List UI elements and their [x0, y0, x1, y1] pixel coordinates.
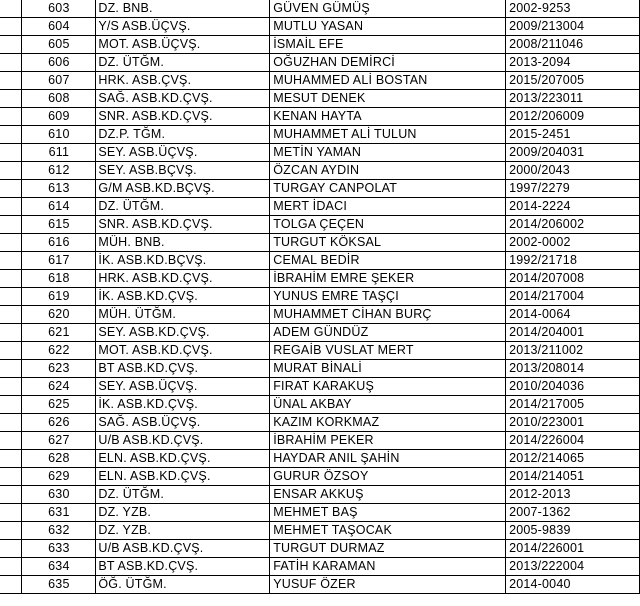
- name-cell: TURGAY CANPOLAT: [270, 180, 506, 198]
- row-margin-cell: [0, 108, 22, 126]
- table-row: [0, 126, 640, 144]
- row-number: 632: [22, 522, 96, 540]
- row-margin-cell: [0, 252, 22, 270]
- name-cell: TURGUT DURMAZ: [270, 540, 506, 558]
- row-margin-cell: [0, 90, 22, 108]
- name-cell: TOLGA ÇEÇEN: [270, 216, 506, 234]
- row-number: 628: [22, 450, 96, 468]
- registry-number-cell: 2009/213004: [506, 18, 640, 36]
- row-margin-cell: [0, 270, 22, 288]
- table-row: [0, 396, 640, 414]
- row-number: 604: [22, 18, 96, 36]
- registry-number-cell: 2012-2013: [506, 486, 640, 504]
- rank-cell: SAĞ. ASB.KD.ÇVŞ.: [96, 90, 270, 108]
- row-margin-cell: [0, 162, 22, 180]
- row-number: 607: [22, 72, 96, 90]
- table-row: [0, 72, 640, 90]
- table-row: [0, 414, 640, 432]
- name-cell: CEMAL BEDİR: [270, 252, 506, 270]
- row-number: 635: [22, 576, 96, 594]
- rank-cell: MOT. ASB.KD.ÇVŞ.: [96, 342, 270, 360]
- row-number: 605: [22, 36, 96, 54]
- row-number: 624: [22, 378, 96, 396]
- registry-number-cell: 2014-2224: [506, 198, 640, 216]
- table-row: [0, 360, 640, 378]
- row-number: 610: [22, 126, 96, 144]
- registry-number-cell: 2014/204001: [506, 324, 640, 342]
- row-number: 612: [22, 162, 96, 180]
- row-margin-cell: [0, 414, 22, 432]
- name-cell: ADEM GÜNDÜZ: [270, 324, 506, 342]
- registry-number-cell: 2012/214065: [506, 450, 640, 468]
- name-cell: MERT İDACI: [270, 198, 506, 216]
- registry-number-cell: 2000/2043: [506, 162, 640, 180]
- row-margin-cell: [0, 324, 22, 342]
- row-margin-cell: [0, 18, 22, 36]
- rank-cell: HRK. ASB.ÇVŞ.: [96, 72, 270, 90]
- registry-number-cell: 1997/2279: [506, 180, 640, 198]
- row-number: 620: [22, 306, 96, 324]
- rank-cell: SEY. ASB.BÇVŞ.: [96, 162, 270, 180]
- row-number: 615: [22, 216, 96, 234]
- registry-number-cell: 2015-2451: [506, 126, 640, 144]
- name-cell: İSMAİL EFE: [270, 36, 506, 54]
- name-cell: GURUR ÖZSOY: [270, 468, 506, 486]
- row-number: 634: [22, 558, 96, 576]
- rank-cell: İK. ASB.KD.ÇVŞ.: [96, 288, 270, 306]
- table-row: [0, 342, 640, 360]
- registry-number-cell: 2013/223011: [506, 90, 640, 108]
- rank-cell: DZ. BNB.: [96, 0, 270, 18]
- rank-cell: DZ.P. TĞM.: [96, 126, 270, 144]
- row-margin-cell: [0, 360, 22, 378]
- name-cell: KAZIM KORKMAZ: [270, 414, 506, 432]
- row-margin-cell: [0, 450, 22, 468]
- row-margin-cell: [0, 54, 22, 72]
- row-margin-cell: [0, 432, 22, 450]
- name-cell: HAYDAR ANIL ŞAHİN: [270, 450, 506, 468]
- table-row: [0, 216, 640, 234]
- table-row: [0, 54, 640, 72]
- name-cell: MEHMET TAŞOCAK: [270, 522, 506, 540]
- table-row: [0, 468, 640, 486]
- rank-cell: SAĞ. ASB.ÜÇVŞ.: [96, 414, 270, 432]
- registry-number-cell: 2013/208014: [506, 360, 640, 378]
- rank-cell: DZ. YZB.: [96, 522, 270, 540]
- row-margin-cell: [0, 378, 22, 396]
- row-number: 606: [22, 54, 96, 72]
- row-margin-cell: [0, 306, 22, 324]
- rank-cell: SNR. ASB.KD.ÇVŞ.: [96, 216, 270, 234]
- table-row: [0, 540, 640, 558]
- registry-number-cell: 2014/217005: [506, 396, 640, 414]
- name-cell: İBRAHİM EMRE ŞEKER: [270, 270, 506, 288]
- rank-cell: SEY. ASB.ÜÇVŞ.: [96, 378, 270, 396]
- row-number: 618: [22, 270, 96, 288]
- row-margin-cell: [0, 0, 22, 18]
- name-cell: REGAİB VUSLAT MERT: [270, 342, 506, 360]
- name-cell: MESUT DENEK: [270, 90, 506, 108]
- row-margin-cell: [0, 396, 22, 414]
- name-cell: MUTLU YASAN: [270, 18, 506, 36]
- registry-number-cell: 2014/214051: [506, 468, 640, 486]
- table-row: [0, 108, 640, 126]
- name-cell: ÖZCAN AYDIN: [270, 162, 506, 180]
- table-row: [0, 432, 640, 450]
- name-cell: YUNUS EMRE TAŞÇI: [270, 288, 506, 306]
- table-row: [0, 522, 640, 540]
- table-row: [0, 558, 640, 576]
- row-margin-cell: [0, 216, 22, 234]
- rank-cell: ELN. ASB.KD.ÇVŞ.: [96, 450, 270, 468]
- registry-number-cell: 2010/204036: [506, 378, 640, 396]
- registry-number-cell: 2012/206009: [506, 108, 640, 126]
- table-row: [0, 36, 640, 54]
- rank-cell: İK. ASB.KD.ÇVŞ.: [96, 396, 270, 414]
- registry-number-cell: 2002-0002: [506, 234, 640, 252]
- row-margin-cell: [0, 180, 22, 198]
- registry-number-cell: 2008/211046: [506, 36, 640, 54]
- table-row: [0, 198, 640, 216]
- rank-cell: SNR. ASB.KD.ÇVŞ.: [96, 108, 270, 126]
- row-margin-cell: [0, 234, 22, 252]
- row-number: 626: [22, 414, 96, 432]
- row-margin-cell: [0, 540, 22, 558]
- rank-cell: SEY. ASB.KD.ÇVŞ.: [96, 324, 270, 342]
- rank-cell: ELN. ASB.KD.ÇVŞ.: [96, 468, 270, 486]
- name-cell: MUHAMMET ALİ TULUN: [270, 126, 506, 144]
- row-number: 619: [22, 288, 96, 306]
- table-row: [0, 18, 640, 36]
- table-row: [0, 162, 640, 180]
- registry-number-cell: 2015/207005: [506, 72, 640, 90]
- row-number: 631: [22, 504, 96, 522]
- row-margin-cell: [0, 522, 22, 540]
- row-margin-cell: [0, 72, 22, 90]
- name-cell: FATİH KARAMAN: [270, 558, 506, 576]
- row-number: 630: [22, 486, 96, 504]
- name-cell: OĞUZHAN DEMİRCİ: [270, 54, 506, 72]
- name-cell: ÜNAL AKBAY: [270, 396, 506, 414]
- row-number: 622: [22, 342, 96, 360]
- rank-cell: G/M ASB.KD.BÇVŞ.: [96, 180, 270, 198]
- name-cell: KENAN HAYTA: [270, 108, 506, 126]
- rank-cell: U/B ASB.KD.ÇVŞ.: [96, 540, 270, 558]
- table-row: [0, 180, 640, 198]
- table-row: [0, 486, 640, 504]
- row-margin-cell: [0, 342, 22, 360]
- rank-cell: U/B ASB.KD.ÇVŞ.: [96, 432, 270, 450]
- row-margin-cell: [0, 486, 22, 504]
- rank-cell: MOT. ASB.ÜÇVŞ.: [96, 36, 270, 54]
- registry-number-cell: 2014/217004: [506, 288, 640, 306]
- name-cell: İBRAHİM PEKER: [270, 432, 506, 450]
- registry-number-cell: 2014-0064: [506, 306, 640, 324]
- table-row: [0, 234, 640, 252]
- rank-cell: SEY. ASB.ÜÇVŞ.: [96, 144, 270, 162]
- rank-cell: İK. ASB.KD.BÇVŞ.: [96, 252, 270, 270]
- rank-cell: BT ASB.KD.ÇVŞ.: [96, 558, 270, 576]
- table-row: [0, 504, 640, 522]
- rank-cell: ÖĞ. ÜTĞM.: [96, 576, 270, 594]
- rank-cell: Y/S ASB.ÜÇVŞ.: [96, 18, 270, 36]
- name-cell: METİN YAMAN: [270, 144, 506, 162]
- registry-number-cell: 2014/226001: [506, 540, 640, 558]
- name-cell: TURGUT KÖKSAL: [270, 234, 506, 252]
- row-number: 614: [22, 198, 96, 216]
- row-margin-cell: [0, 144, 22, 162]
- row-number: 611: [22, 144, 96, 162]
- table-row: [0, 270, 640, 288]
- rank-cell: BT ASB.KD.ÇVŞ.: [96, 360, 270, 378]
- row-number: 617: [22, 252, 96, 270]
- row-margin-cell: [0, 468, 22, 486]
- table-row: [0, 0, 640, 18]
- table-row: [0, 306, 640, 324]
- rank-cell: DZ. ÜTĞM.: [96, 198, 270, 216]
- registry-number-cell: 2013/222004: [506, 558, 640, 576]
- rank-cell: MÜH. BNB.: [96, 234, 270, 252]
- row-number: 621: [22, 324, 96, 342]
- row-number: 625: [22, 396, 96, 414]
- rank-cell: MÜH. ÜTĞM.: [96, 306, 270, 324]
- rank-cell: DZ. ÜTĞM.: [96, 54, 270, 72]
- name-cell: MUHAMMED ALİ BOSTAN: [270, 72, 506, 90]
- registry-number-cell: 2013/211002: [506, 342, 640, 360]
- row-margin-cell: [0, 576, 22, 594]
- registry-number-cell: 2009/204031: [506, 144, 640, 162]
- row-number: 629: [22, 468, 96, 486]
- registry-number-cell: 2002-9253: [506, 0, 640, 18]
- name-cell: MURAT BİNALİ: [270, 360, 506, 378]
- row-number: 627: [22, 432, 96, 450]
- rank-cell: DZ. ÜTĞM.: [96, 486, 270, 504]
- name-cell: MEHMET BAŞ: [270, 504, 506, 522]
- table-row: [0, 450, 640, 468]
- table-row: [0, 90, 640, 108]
- registry-number-cell: 2014/226004: [506, 432, 640, 450]
- registry-number-cell: 2014/206002: [506, 216, 640, 234]
- registry-number-cell: 2014-0040: [506, 576, 640, 594]
- name-cell: ENSAR AKKUŞ: [270, 486, 506, 504]
- registry-number-cell: 2014/207008: [506, 270, 640, 288]
- table-row: [0, 252, 640, 270]
- table-row: [0, 144, 640, 162]
- row-number: 613: [22, 180, 96, 198]
- name-cell: FIRAT KARAKUŞ: [270, 378, 506, 396]
- name-cell: YUSUF ÖZER: [270, 576, 506, 594]
- table-row: [0, 378, 640, 396]
- row-margin-cell: [0, 504, 22, 522]
- row-margin-cell: [0, 198, 22, 216]
- name-cell: MUHAMMET CİHAN BURÇ: [270, 306, 506, 324]
- registry-number-cell: 2010/223001: [506, 414, 640, 432]
- name-cell: GÜVEN GÜMÜŞ: [270, 0, 506, 18]
- registry-number-cell: 2013-2094: [506, 54, 640, 72]
- row-margin-cell: [0, 36, 22, 54]
- row-margin-cell: [0, 288, 22, 306]
- table-row: [0, 576, 640, 594]
- registry-number-cell: 2007-1362: [506, 504, 640, 522]
- registry-number-cell: 1992/21718: [506, 252, 640, 270]
- registry-number-cell: 2005-9839: [506, 522, 640, 540]
- row-number: 603: [22, 0, 96, 18]
- rank-cell: DZ. YZB.: [96, 504, 270, 522]
- row-margin-cell: [0, 558, 22, 576]
- row-number: 608: [22, 90, 96, 108]
- table-row: [0, 288, 640, 306]
- row-number: 633: [22, 540, 96, 558]
- row-margin-cell: [0, 126, 22, 144]
- rank-cell: HRK. ASB.KD.ÇVŞ.: [96, 270, 270, 288]
- row-number: 609: [22, 108, 96, 126]
- table-row: [0, 324, 640, 342]
- row-number: 616: [22, 234, 96, 252]
- row-number: 623: [22, 360, 96, 378]
